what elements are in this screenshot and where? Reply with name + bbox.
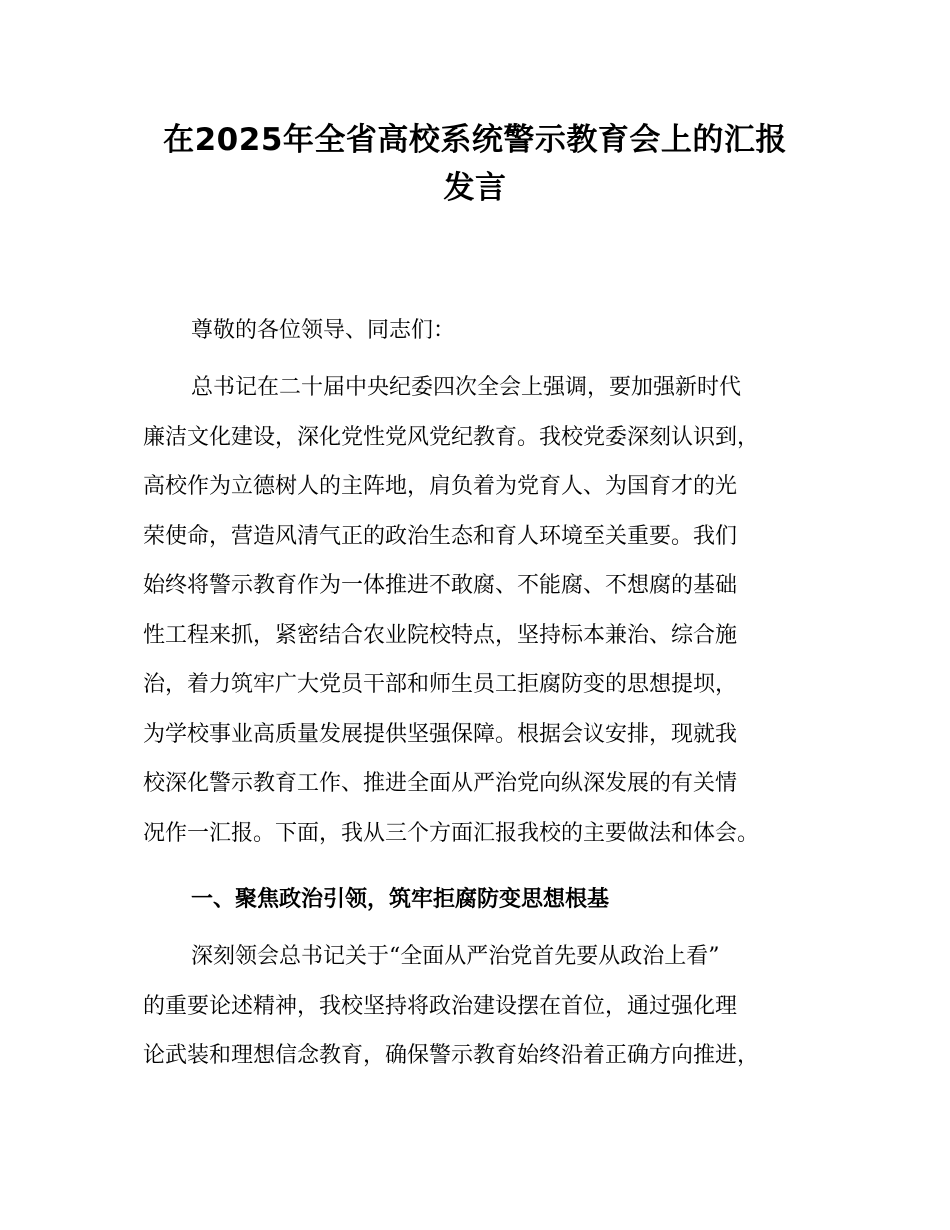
paragraph-line: 始终将警示教育作为一体推进不敢腐、不能腐、不想腐的基础: [143, 573, 738, 598]
paragraph-line: 的重要论述精神，我校坚持将政治建设摆在首位，通过强化理: [143, 993, 738, 1019]
paragraph-line: 高校作为立德树人的主阵地，肩负着为党育人、为国育才的光: [143, 474, 738, 499]
paragraph-line: 况作一汇报。下面，我从三个方面汇报我校的主要做法和体会。: [143, 820, 760, 846]
title-line-1: 在2025年全省高校系统警示教育会上的汇报: [163, 122, 787, 158]
paragraph-line: 论武装和理想信念教育，确保警示教育始终沿着正确方向推进，: [143, 1043, 760, 1068]
title-line-2: 发言: [443, 170, 507, 206]
salutation-text: 尊敬的各位领导、同志们：: [191, 318, 456, 343]
salutation: [143, 306, 823, 356]
section-heading-1: 一、聚焦政治引领，筑牢拒腐防变思想根基: [191, 887, 610, 912]
paragraph-line: 总书记在二十届中央纪委四次全会上强调，要加强新时代: [191, 375, 742, 400]
paragraph-section-1: [143, 932, 823, 1081]
paragraph-line: 治，着力筑牢广大党员干部和师生员工拒腐防变的思想提坝，: [143, 672, 738, 697]
paragraph-line: 校深化警示教育工作、推进全面从严治党向纵深发展的有关情: [143, 771, 738, 796]
paragraph-line: 廉洁文化建设，深化党性党风党纪教育。我校党委深刻认识到，: [143, 424, 760, 450]
paragraph-line: 深刻领会总书记关于“全面从严治党首先要从政治上看”: [191, 944, 720, 969]
paragraph-intro: [143, 363, 823, 858]
paragraph-line: 性工程来抓，紧密结合农业院校特点，坚持标本兼治、综合施: [143, 622, 738, 648]
document-title: [140, 116, 810, 212]
paragraph-line: 荣使命，营造风清气正的政治生态和育人环境至关重要。我们: [143, 523, 738, 549]
paragraph-line: 为学校事业高质量发展提供坚强保障。根据会议安排，现就我: [143, 721, 738, 747]
